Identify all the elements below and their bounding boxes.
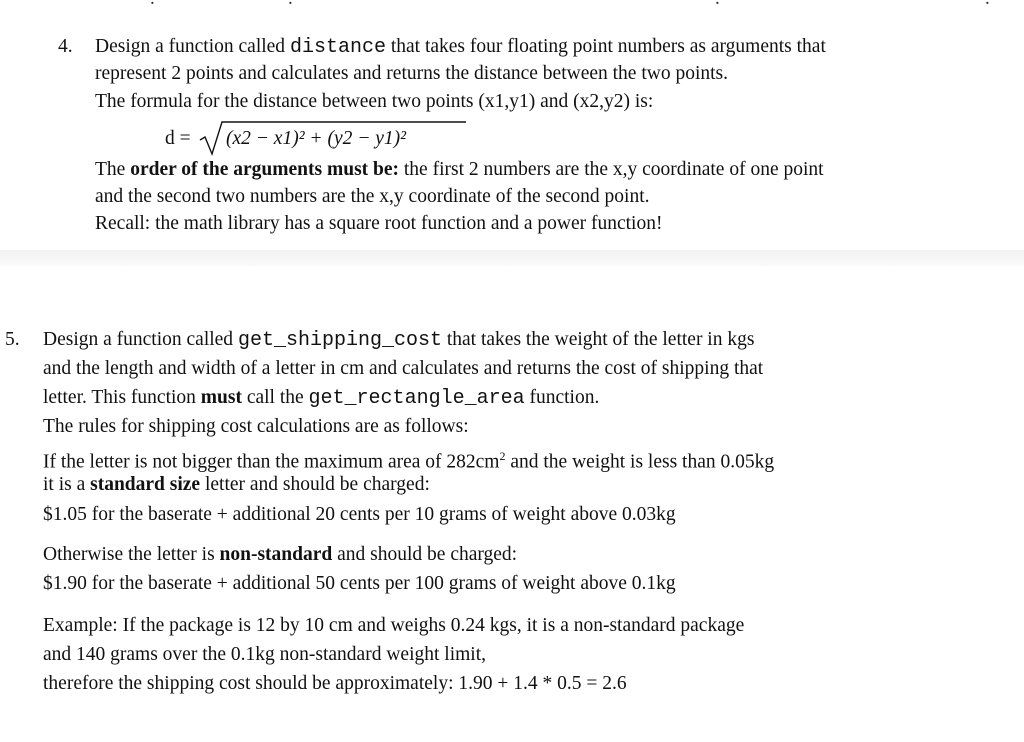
page-divider xyxy=(0,250,1024,266)
question-4-number: 4. xyxy=(58,36,73,57)
question-4-line-4: The order of the arguments must be: the first 2 numbers are the x,y coordinate of one point xyxy=(95,159,824,180)
question-4-line-2: represent 2 points and calculates and returns the distance between the two points. xyxy=(95,63,729,84)
function-name-get-rectangle-area: get_rectangle_area xyxy=(308,387,525,410)
function-name-distance: distance xyxy=(289,36,386,59)
question-5-line-7: $1.05 for the baserate + additional 20 cents per 10 grams of weight above 0.03kg xyxy=(43,504,676,525)
question-5-line-11: and 140 grams over the 0.1kg non-standard weight limit, xyxy=(43,644,486,665)
question-5-line-8: Otherwise the letter is non-standard and should be charged: xyxy=(43,544,518,565)
question-5-line-6: it is a standard size letter and should be charged: xyxy=(43,474,430,495)
question-4-line-6: Recall: the math library has a square root function and a power function! xyxy=(95,213,663,234)
question-5-line-5: If the letter is not bigger than the maximum area of $282cm^2$ and the weight is less than 0.05kg xyxy=(43,449,775,473)
question-4-line-3: The formula for the distance between two points (x1,y1) and (x2,y2) is: xyxy=(95,91,654,112)
question-5-line-2: and the length and width of a letter in cm and calculates and returns the cost of shipping that xyxy=(43,358,764,379)
question-5-line-9: $1.90 for the baserate + additional 50 cents per 100 grams of weight above 0.1kg xyxy=(43,573,676,594)
formula-lhs: d = xyxy=(165,128,191,149)
question-5-line-4: The rules for shipping cost calculations are as follows: xyxy=(43,416,469,437)
question-4-line-1: Design a function called distance that takes four floating point numbers as arguments that xyxy=(95,36,826,59)
question-5-number: 5. xyxy=(5,329,20,350)
function-name-get-shipping-cost: get_shipping_cost xyxy=(237,329,442,352)
question-5-line-10: Example: If the package is 12 by 10 cm and weighs 0.24 kgs, it is a non-standard package xyxy=(43,615,745,636)
formula-rhs: (x2 − x1)² + (y2 − y1)² xyxy=(226,128,407,149)
cropped-previous-line xyxy=(0,0,1024,6)
question-5-line-3: letter. This function must call the get_rectangle_area function. xyxy=(43,387,600,410)
question-4-line-5: and the second two numbers are the x,y coordinate of the second point. xyxy=(95,186,650,207)
question-5-line-1: Design a function called get_shipping_cost that takes the weight of the letter in kgs xyxy=(43,329,755,352)
question-5-line-12: therefore the shipping cost should be approximately: 1.90 + 1.4 * 0.5 = 2.6 xyxy=(43,673,627,694)
